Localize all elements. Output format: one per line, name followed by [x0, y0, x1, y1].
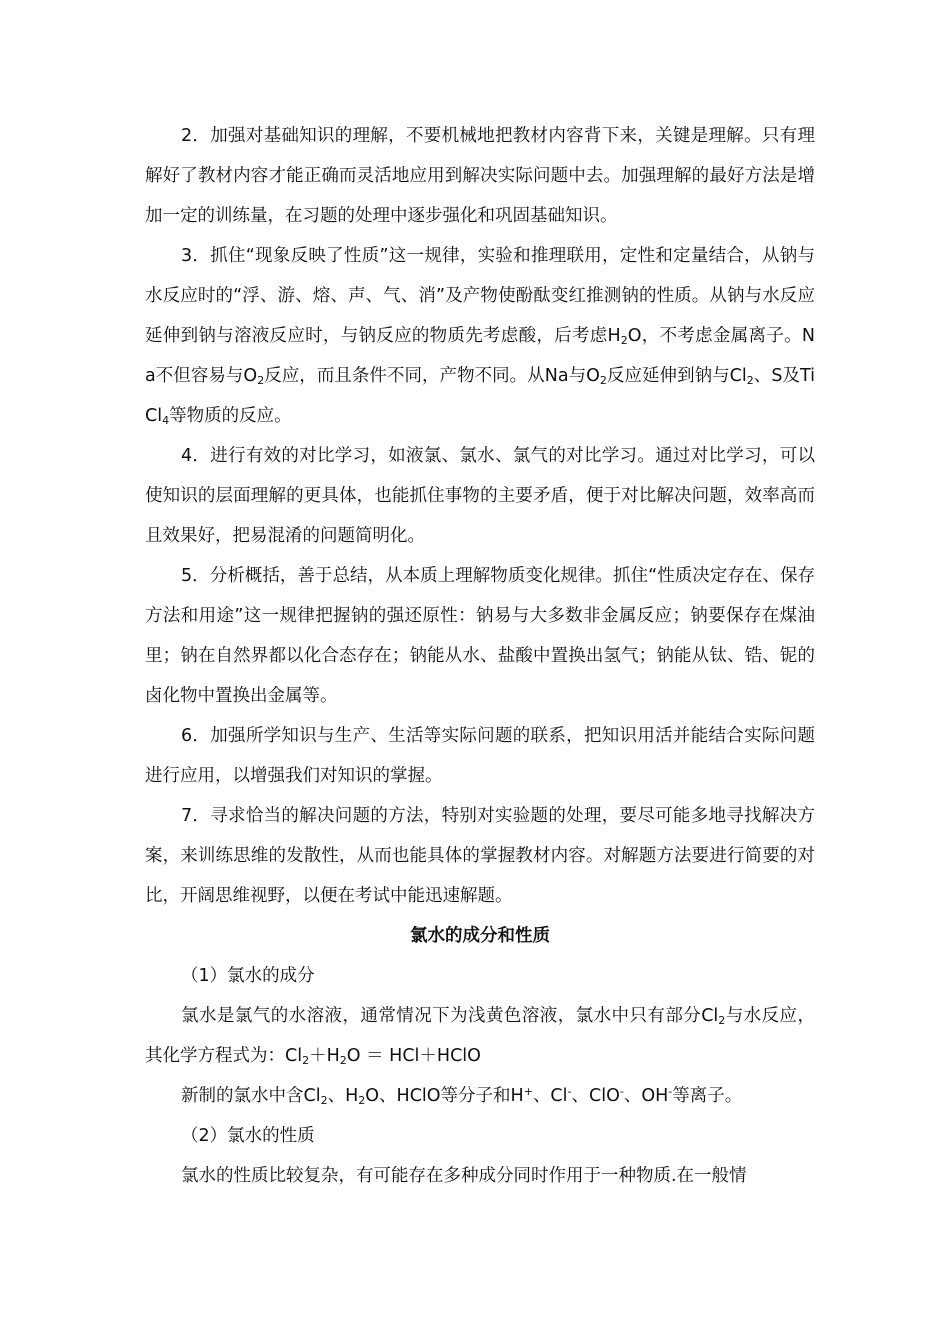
paragraph-7: 7．寻求恰当的解决问题的方法，特别对实验题的处理，要尽可能多地寻找解决方案，来训练思维的发散性，从而也能具体的掌握教材内容。对解题方法要进行简要的对比，开阔思维视野，以便在考试中能迅速解题。 — [145, 806, 815, 906]
paragraph-components: 新制的氯水中含$Cl_2$、$H_2O$、HClO等分子和H+、Cl-、ClO-、OH-等离子。 — [181, 1085, 743, 1107]
paragraph-4: 4．进行有效的对比学习，如液氯、氯水、氯气的对比学习。通过对比学习，可以使知识的层面理解的更具体，也能抓住事物的主要矛盾，便于对比解决问题，效率高而且效果好，把易混淆的问题简明化。 — [145, 446, 815, 546]
paragraph-properties: 氯水的性质比较复杂，有可能存在多种成分同时作用于一种物质.在一般情 — [181, 1166, 747, 1186]
paragraph-2: 2．加强对基础知识的理解，不要机械地把教材内容背下来，关键是理解。只有理解好了教材内容才能正确而灵活地应用到解决实际问题中去。加强理解的最好方法是增加一定的训练量，在习题的处理中逐步强化和巩固基础知识。 — [145, 126, 815, 226]
paragraph-5: 5．分析概括，善于总结，从本质上理解物质变化规律。抓住“性质决定存在、保存方法和用途”这一规律把握钠的强还原性：钠易与大多数非金属反应；钠要保存在煤油里；钠在自然界都以化合态存在；钠能从水、盐酸中置换出氢气；钠能从钛、锆、铌的卤化物中置换出金属等。 — [145, 566, 815, 706]
document-body — [145, 116, 815, 1196]
paragraph-3: 3．抓住“现象反映了性质”这一规律，实验和推理联用，定性和定量结合，从钠与水反应时的“浮、游、熔、声、气、消”及产物使酚酞变红推测钠的性质。从钠与水反应延伸到钠与溶液反应时，与钠反应的物质先考虑酸，后考虑$H_2O$，不考虑金属离子。Na不但容易与$O_2$反应，而且条件不同，产物不同。从Na与$O_2$反应延伸到钠与$Cl_2$、S及TiCl$_4$等物质的反应。 — [145, 246, 816, 427]
subheading-composition: （1）氯水的成分 — [181, 966, 315, 986]
paragraph-chlorine-water: 氯水是氯气的水溶液，通常情况下为浅黄色溶液，氯水中只有部分$Cl_2$与水反应，其化学方程式为：$Cl_2+H_2O$ ＝ HCl＋HClO — [145, 1006, 815, 1067]
subheading-properties: （2）氯水的性质 — [181, 1126, 315, 1146]
paragraph-6: 6．加强所学知识与生产、生活等实际问题的联系，把知识用活并能结合实际问题进行应用，以增强我们对知识的掌握。 — [145, 726, 815, 786]
section-title: 氯水的成分和性质 — [410, 926, 550, 946]
